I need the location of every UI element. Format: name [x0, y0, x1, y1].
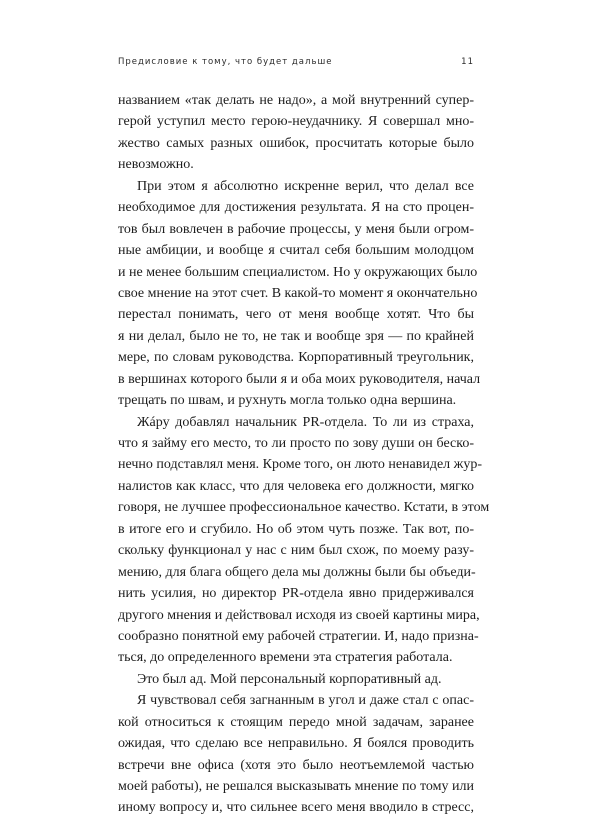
text-line: Я чувствовал себя загнанным в угол и даже стал с опас- — [137, 693, 474, 709]
text-line: говоря, не лучшее профессиональное качество. Кстати, в этом — [118, 500, 490, 516]
text-line: скольку функционал у нас с ним был схож, по моему разу- — [118, 543, 474, 559]
page-number: 11 — [461, 57, 474, 67]
text-line: Жáру добавлял начальник PR-отдела. То ли из страха, — [137, 414, 474, 430]
running-head-title: Предисловие к тому, что будет дальше — [118, 57, 333, 67]
text-line: При этом я абсолютно искренне верил, что делал все — [137, 178, 474, 194]
text-line: ожидая, что сделаю все неправильно. Я боялся проводить — [118, 736, 474, 752]
text-line: моей работы), не решался высказывать мнение по тому или — [118, 779, 474, 794]
text-line: названием «так делать не надо», а мой внутренний супер- — [118, 93, 474, 108]
text-line: трещать по швам, и рухнуть могла только одна вершина. — [118, 393, 457, 409]
text-line: что я займу его место, то ли просто по зову души он беско- — [118, 436, 474, 451]
text-line: жество самых разных ошибок, просчитать которые было — [118, 135, 474, 151]
text-line: сообразно понятной ему рабочей стратегии. И, надо призна- — [118, 628, 479, 644]
text-line: свое мнение на этот счет. В какой-то момент я окончательно — [118, 285, 478, 301]
text-line: невозможно. — [118, 157, 194, 173]
text-line: перестал понимать, чего от меня вообще хотят. Что бы — [118, 307, 474, 323]
text-line: нить усилия, но директор PR-отдела явно придерживался — [118, 586, 474, 602]
text-line: я ни делал, было не то, не так и вообще зря — по крайней — [118, 328, 474, 344]
text-line: ные амбиции, и вообще я считал себя большим молодцом — [118, 243, 474, 259]
text-line: встречи вне офиса (хотя это было неотъемлемой частью — [118, 757, 474, 773]
text-line: другого мнения и действовал исходя из своей картины мира, — [118, 607, 480, 623]
text-line: налистов как класс, что для человека его должности, мягко — [118, 478, 474, 494]
text-line: кой относиться к стоящим передо мной задачам, заранее — [118, 714, 474, 730]
text-line: и не менее большим специалистом. Но у окружающих было — [118, 264, 478, 280]
text-line: Это был ад. Мой персональный корпоративный ад. — [137, 671, 442, 687]
text-line: герой уступил место герою-неудачнику. Я совершал мно- — [118, 114, 474, 130]
text-line: ться, до определенного времени эта стратегия работала. — [118, 650, 453, 666]
text-line: в вершинах которого были я и оба моих руководителя, начал — [118, 371, 481, 387]
running-head — [118, 57, 474, 71]
text-line: мере, по словам руководства. Корпоративный треугольник, — [118, 350, 474, 366]
body-text — [118, 90, 490, 819]
text-line: тов был вовлечен в рабочие процессы, у меня были огром- — [118, 221, 474, 237]
text-line: иному вопросу и, что сильнее всего меня вводило в стресс, — [118, 800, 474, 816]
text-line: необходимое для достижения результата. Я на сто процен- — [118, 200, 474, 216]
text-line: мению, для блага общего дела мы должны были бы объеди- — [118, 564, 476, 580]
text-line: в итоге его и сгубило. Но об этом чуть позже. Так вот, по- — [118, 521, 474, 537]
text-line: нечно подставлял меня. Кроме того, он люто ненавидел жур- — [118, 457, 482, 473]
